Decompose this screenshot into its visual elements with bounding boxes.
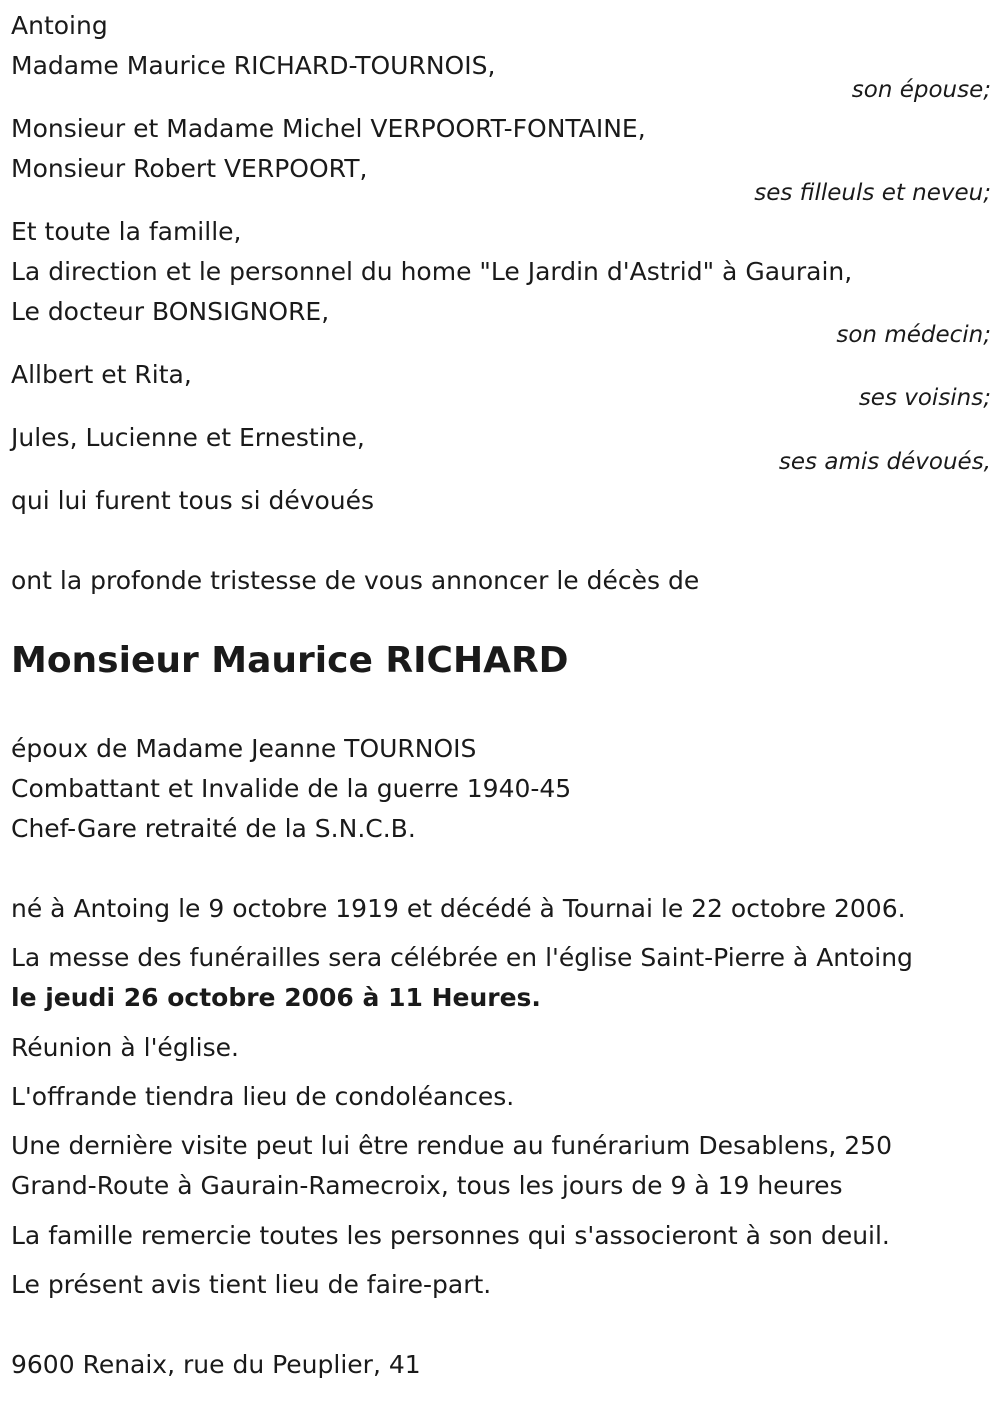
role-doctor: son médecin; <box>836 322 991 348</box>
care-home-staff: La direction et le personnel du home "Le Jardin d'Astrid" à Gaurain, <box>11 257 853 286</box>
visit-info-line-1: Une dernière visite peut lui être rendue au funérarium Desablens, 250 <box>11 1131 892 1160</box>
role-neighbours: ses voisins; <box>858 385 991 411</box>
family-member-godchildren-1: Monsieur et Madame Michel VERPOORT-FONTAINE, <box>11 114 646 143</box>
funeral-datetime: le jeudi 26 octobre 2006 à 11 Heures. <box>11 983 541 1012</box>
role-friends: ses amis dévoués, <box>778 449 991 475</box>
deceased-detail-profession: Chef-Gare retraité de la S.N.C.B. <box>11 814 416 843</box>
town-heading: Antoing <box>11 11 108 40</box>
deceased-detail-spouse: époux de Madame Jeanne TOURNOIS <box>11 734 477 763</box>
role-godchildren: ses filleuls et neveu; <box>754 180 991 206</box>
visit-info-line-2: Grand-Route à Gaurain-Ramecroix, tous les jours de 9 à 19 heures <box>11 1171 843 1200</box>
family-member-godchildren-2: Monsieur Robert VERPOORT, <box>11 154 368 183</box>
meeting-place: Réunion à l'église. <box>11 1033 239 1062</box>
devotion-line: qui lui furent tous si dévoués <box>11 486 375 515</box>
notice-note: Le présent avis tient lieu de faire-part. <box>11 1270 492 1299</box>
family-member-spouse: Madame Maurice RICHARD-TOURNOIS, <box>11 51 496 80</box>
doctor: Le docteur BONSIGNORE, <box>11 297 330 326</box>
obituary-notice <box>11 0 991 1401</box>
deceased-name: Monsieur Maurice RICHARD <box>11 640 569 681</box>
friends: Jules, Lucienne et Ernestine, <box>11 423 365 452</box>
deceased-detail-veteran: Combattant et Invalide de la guerre 1940-45 <box>11 774 572 803</box>
neighbours: Allbert et Rita, <box>11 360 192 389</box>
birth-death-dates: né à Antoing le 9 octobre 1919 et décédé à Tournai le 22 octobre 2006. <box>11 894 906 923</box>
offering-note: L'offrande tiendra lieu de condoléances. <box>11 1082 515 1111</box>
funeral-mass: La messe des funérailles sera célébrée en l'église Saint-Pierre à Antoing <box>11 943 913 972</box>
family-address: 9600 Renaix, rue du Peuplier, 41 <box>11 1350 421 1379</box>
family-whole: Et toute la famille, <box>11 217 242 246</box>
thanks-note: La famille remercie toutes les personnes qui s'associeront à son deuil. <box>11 1221 890 1250</box>
role-spouse: son épouse; <box>851 77 991 103</box>
announcement: ont la profonde tristesse de vous annoncer le décès de <box>11 566 700 595</box>
